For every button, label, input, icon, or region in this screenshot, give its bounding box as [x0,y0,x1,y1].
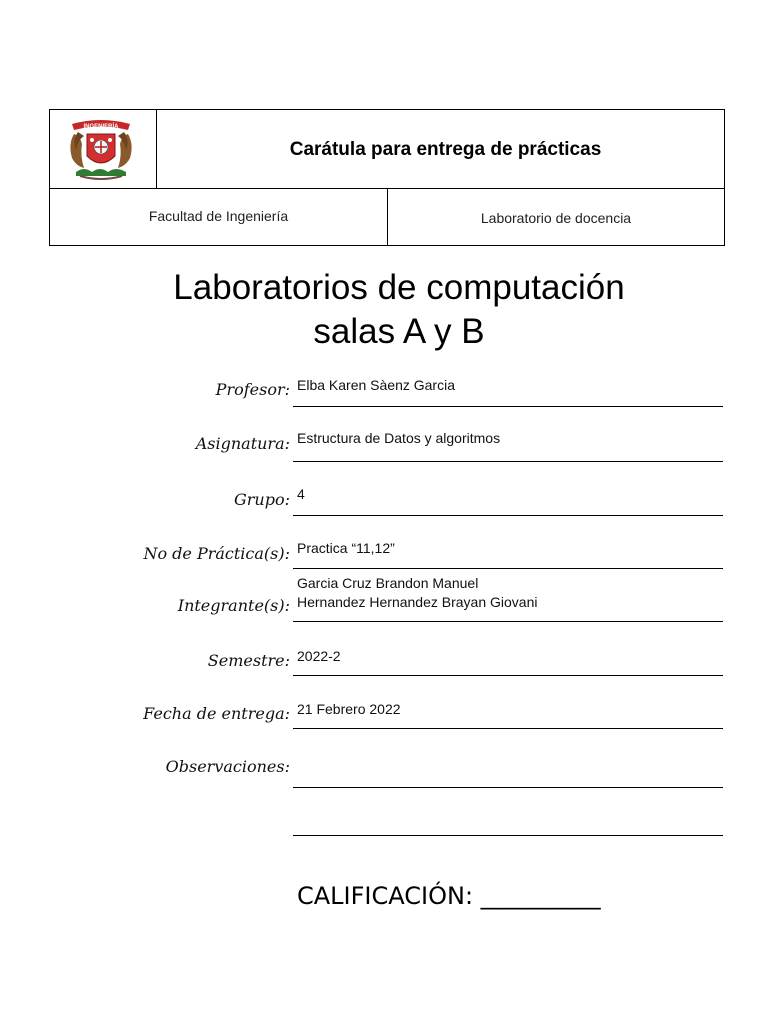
observaciones-line-2 [293,835,723,836]
unam-ingenieria-logo [50,110,156,188]
observaciones-line-1 [293,787,723,788]
integrantes-label: Integrante(s): [177,596,290,615]
practica-label: No de Práctica(s): [143,544,290,563]
semestre-line [293,675,723,676]
laboratorio-cell [388,189,724,245]
fecha-label: Fecha de entrega: [143,704,290,723]
semestre-label: Semestre: [207,651,290,670]
integrante-1-value: Garcia Cruz Brandon Manuel [297,575,479,591]
observaciones-label: Observaciones: [165,757,290,776]
integrantes-line [293,621,723,622]
semestre-value: 2022-2 [297,648,341,664]
asignatura-value: Estructura de Datos y algoritmos [297,430,501,446]
cover-title: Carátula para entrega de prácticas [289,138,602,160]
laboratorio-text: Laboratorio de docencia [480,210,632,226]
profesor-line [293,406,723,407]
grupo-label: Grupo: [234,490,290,509]
main-title-line-2: salas A y B [313,312,485,351]
calificacion: CALIFICACIÓN: __________ [297,882,601,910]
fecha-value: 21 Febrero 2022 [297,701,401,717]
practica-value: Practica “11,12” [297,540,395,556]
cover-title-cell [157,110,724,189]
header-row-2 [50,188,724,245]
header-table [49,109,725,246]
facultad-text: Facultad de Ingeniería [148,208,289,224]
profesor-value: Elba Karen Sàenz Garcia [297,377,455,393]
asignatura-label: Asignatura: [195,434,290,453]
integrante-2-value: Hernandez Hernandez Brayan Giovani [297,594,538,610]
main-title [49,266,749,354]
logo-cell [50,110,157,189]
main-title-line-1: Laboratorios de computación [173,268,625,307]
profesor-label: Profesor: [215,380,290,399]
asignatura-line [293,461,723,462]
facultad-cell [50,189,388,245]
fecha-line [293,728,723,729]
svg-text:INGENIERÍA: INGENIERÍA [83,124,119,130]
grupo-value: 4 [297,486,305,502]
grupo-line [293,515,723,516]
practica-line [293,568,723,569]
